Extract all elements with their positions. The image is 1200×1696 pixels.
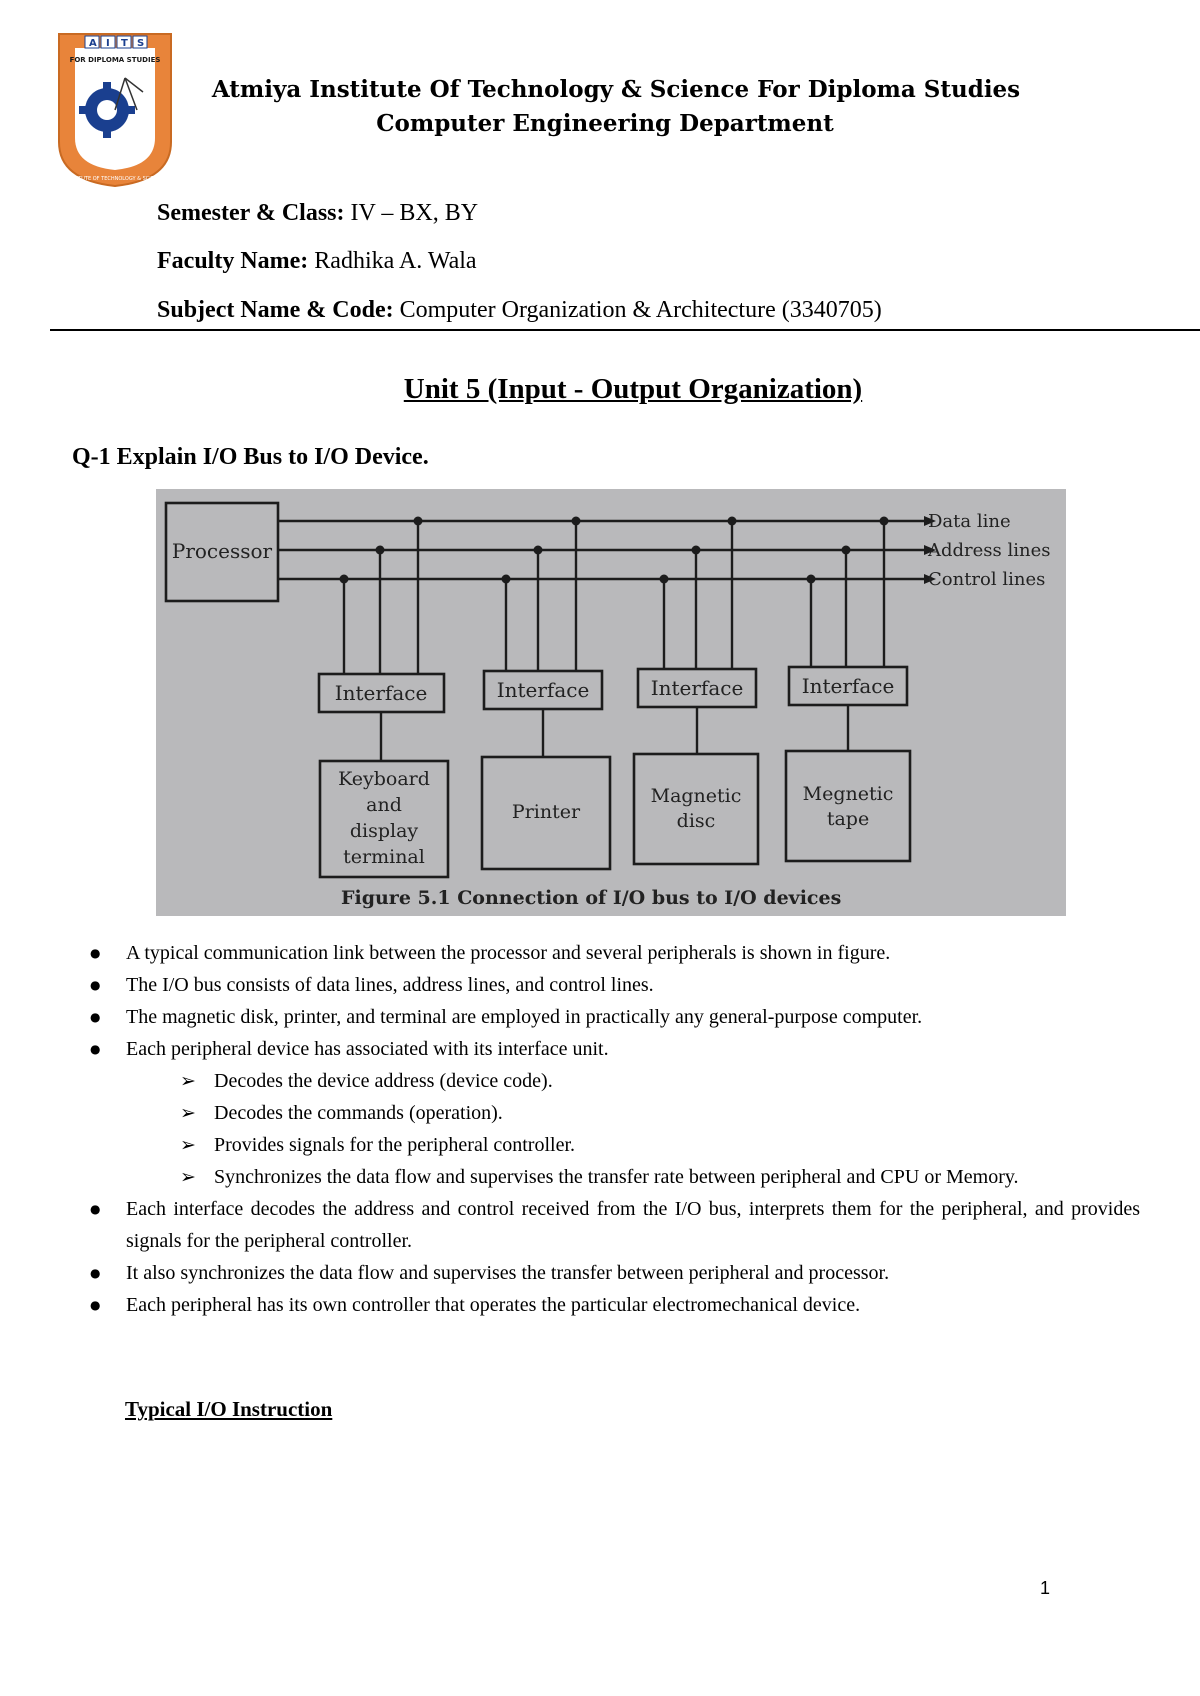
sub-bullet-item: ➢ Decodes the commands (operation). — [180, 1097, 1140, 1129]
bullet-item: ● Each peripheral device has associated with its interface unit. — [90, 1033, 1140, 1065]
semester-label: Semester & Class: — [157, 200, 345, 226]
io-bus-figure — [156, 489, 1066, 916]
control-lines-label: Control lines — [928, 569, 1046, 590]
unit-title: Unit 5 (Input - Output Organization) — [403, 373, 863, 405]
bus-taps-3 — [660, 517, 737, 670]
figure-caption: Figure 5.1 Connection of I/O bus to I/O devices — [341, 887, 842, 909]
bus-taps-4 — [807, 517, 889, 668]
bullet-item: ● It also synchronizes the data flow and supervises the transfer between peripheral and processor. — [90, 1257, 1140, 1289]
faculty-value: Radhika A. Wala — [308, 248, 477, 274]
device-disc-line2: disc — [676, 810, 716, 832]
logo-letter-a: A — [89, 38, 97, 49]
interface-label-3: Interface — [650, 676, 744, 700]
logo-letter-s: S — [137, 38, 145, 49]
faculty-line — [157, 248, 477, 275]
faculty-label: Faculty Name: — [157, 248, 309, 274]
section-heading: Typical I/O Instruction — [125, 1397, 333, 1421]
device-keyboard-line1: Keyboard — [338, 768, 430, 790]
data-line-label: Data line — [928, 511, 1011, 532]
logo-letter-t: T — [121, 38, 128, 49]
device-box-disc — [634, 754, 758, 864]
sub-bullet-item: ➢ Decodes the device address (device code). — [180, 1065, 1140, 1097]
bus-taps-2 — [502, 517, 581, 672]
interface-label-2: Interface — [496, 678, 590, 702]
sub-bullet-item: ➢ Synchronizes the data flow and supervises the transfer rate between peripheral and CPU or Memory. — [180, 1161, 1044, 1193]
logo-subtext: FOR DIPLOMA STUDIES — [69, 56, 161, 64]
bus-taps-1 — [340, 517, 423, 675]
device-disc-line1: Magnetic — [650, 785, 742, 807]
subject-label: Subject Name & Code: — [157, 297, 394, 323]
device-keyboard-line2: and — [366, 794, 402, 816]
device-tape-line1: Megnetic — [802, 783, 894, 805]
address-lines-label: Address lines — [928, 540, 1051, 561]
device-box-tape — [786, 751, 910, 861]
semester-value: IV – BX, BY — [344, 200, 479, 226]
semester-line — [157, 200, 478, 227]
question-heading: Q-1 Explain I/O Bus to I/O Device. — [72, 444, 429, 470]
subject-value: Computer Organization & Architecture (3340705) — [393, 297, 882, 323]
device-printer-label: Printer — [511, 801, 581, 823]
device-keyboard-line4: terminal — [343, 846, 425, 868]
logo-letter-i: I — [106, 38, 110, 49]
device-tape-line2: tape — [826, 808, 870, 830]
department-name: Computer Engineering Department — [376, 110, 834, 137]
bullet-item: ● A typical communication link between the processor and several peripherals is shown in figure. — [90, 937, 1140, 969]
device-keyboard-line3: display — [349, 820, 419, 842]
subject-line — [157, 297, 882, 324]
institute-name: Atmiya Institute Of Technology & Science For Diploma Studies — [211, 76, 1021, 103]
header-divider — [50, 329, 1200, 331]
bullet-list — [90, 937, 1140, 1321]
logo-ring-text: ATMIYA INSTITUTE OF TECHNOLOGY & SCIENCE-RAJKOT — [45, 176, 185, 182]
sub-bullet-item: ➢ Provides signals for the peripheral controller. — [180, 1129, 1140, 1161]
bullet-item: ● Each peripheral has its own controller that operates the particular electromechanical device. — [90, 1289, 1140, 1321]
interface-label-4: Interface — [801, 674, 895, 698]
sub-bullet-list — [90, 1065, 1140, 1193]
interface-label-1: Interface — [334, 681, 428, 705]
processor-label: Processor — [171, 539, 273, 563]
bullet-item: ● Each interface decodes the address and control received from the I/O bus, interprets them for the peripheral, and provides signals for the peripheral controller. — [90, 1193, 1140, 1257]
bullet-item: ● The I/O bus consists of data lines, address lines, and control lines. — [90, 969, 1140, 1001]
page-number: 1 — [1040, 1578, 1051, 1598]
bullet-item: ● The magnetic disk, printer, and terminal are employed in practically any general-purpose computer. — [90, 1001, 1140, 1033]
